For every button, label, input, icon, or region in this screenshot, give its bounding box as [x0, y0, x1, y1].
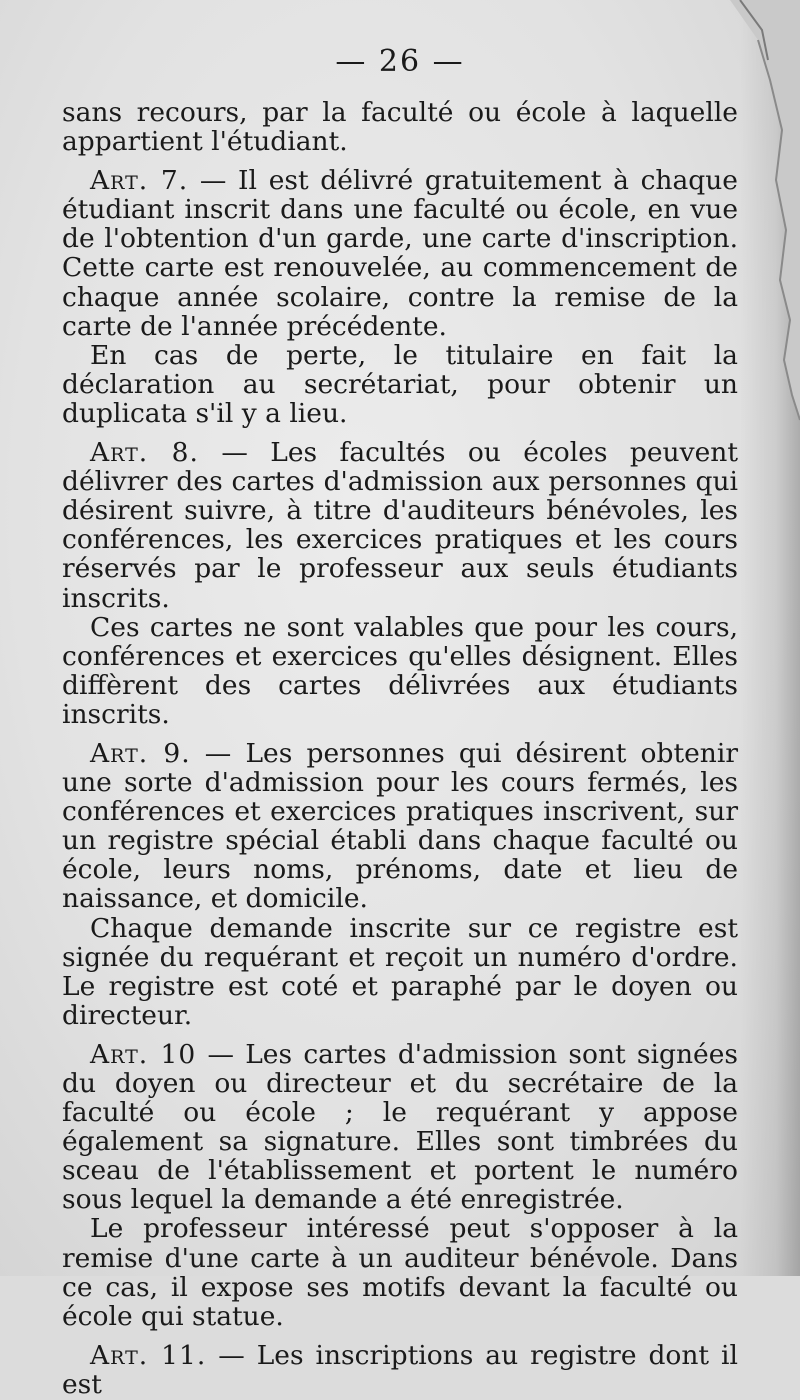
paragraph: Ces cartes ne sont valables que pour les cours, conférences et exercices qu'elles désignent. Elles diffèrent des cartes délivrées aux étudiants inscrits. [62, 611, 738, 730]
paragraph: Chaque demande inscrite sur ce registre est signée du requérant et reçoit un numéro d'ordre. Le registre est coté et paraphé par le doyen ou directeur. [62, 912, 738, 1031]
paragraph: sans recours, par la faculté ou école à laquelle appartient l'étudiant. [62, 97, 738, 158]
article-10: Art. 10 — Les cartes d'admission sont signées du doyen ou directeur et du secrétaire de la faculté ou école ; le requérant y appose également sa signature. Elles sont timbrées du sceau de l'établissement et portent le numéro sous lequel la demande a été enregistrée. [62, 1038, 738, 1216]
page-number: — 26 — [335, 44, 465, 79]
body-text [62, 98, 738, 1399]
article-label: Art. 9. [90, 737, 191, 769]
article-8: Art. 8. — Les facultés ou écoles peuvent délivrer des cartes d'admission aux personnes qui désirent suivre, à titre d'auditeurs bénévoles, les conférences, les exercices pratiques et les cours réservés par le professeur aux seuls étudiants inscrits. [62, 437, 738, 614]
paragraph: En cas de perte, le titulaire en fait la déclaration au secrétariat, pour obtenir un duplicata s'il y a lieu. [62, 339, 738, 429]
article-label: Art. 10 [90, 1038, 197, 1070]
article-label: Art. 8. [90, 437, 199, 469]
article-label: Art. 11. [90, 1339, 207, 1371]
article-9: Art. 9. — Les personnes qui désirent obtenir une sorte d'admission pour les cours fermés, les conférences et exercices pratiques inscrivent, sur un registre spécial établi dans chaque faculté ou école, leurs noms, prénoms, date et lieu de naissance, et domicile. [62, 737, 738, 915]
article-7: Art. 7. — Il est délivré gratuitement à chaque étudiant inscrit dans une faculté ou école, en vue de l'obtention d'un garde, une carte d'inscription. Cette carte est renouvelée, au commencement de chaque année scolaire, contre la remise de la carte de l'année précédente. [62, 165, 738, 342]
paragraph: Le professeur intéressé peut s'opposer à la remise d'une carte à un auditeur bénévole. Dans ce cas, il expose ses motifs devant la faculté ou école qui statue. [62, 1213, 738, 1332]
article-label: Art. 7. [90, 165, 189, 197]
article-11: Art. 11. — Les inscriptions au registre dont il est [62, 1339, 738, 1400]
